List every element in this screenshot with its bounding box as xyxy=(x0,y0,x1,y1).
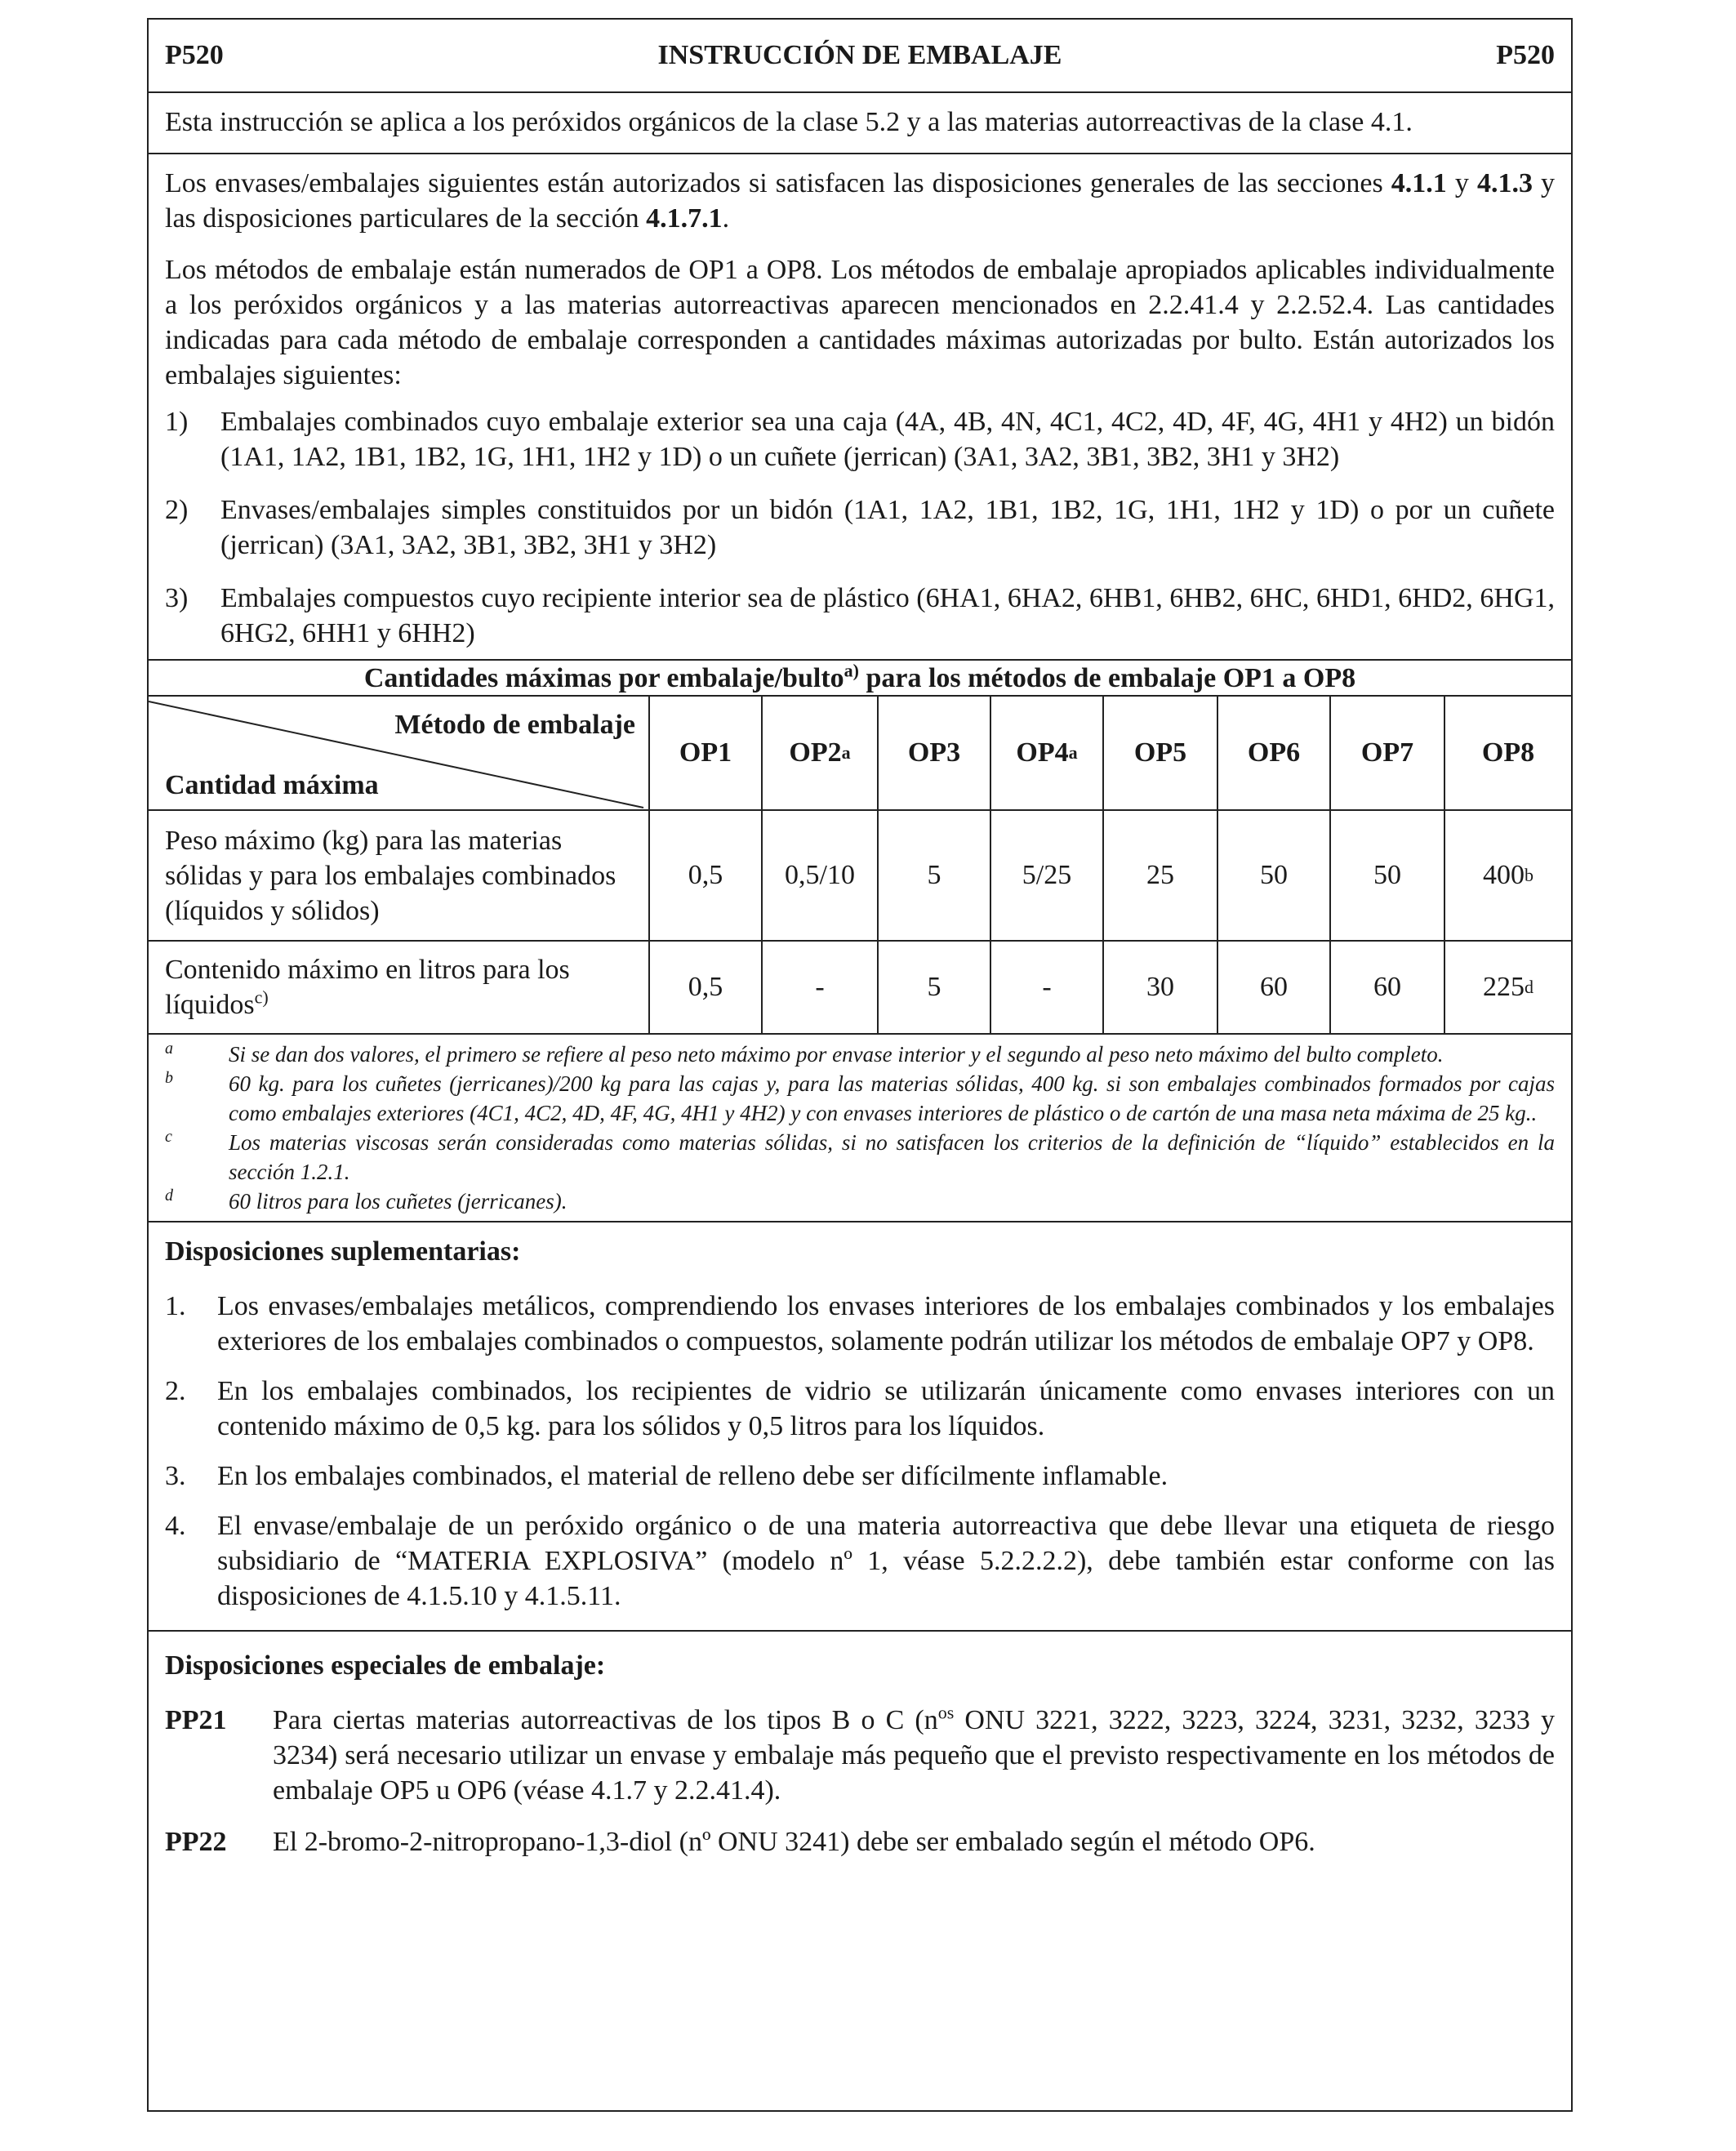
footnote xyxy=(165,1040,1555,1069)
table-title-b: para los métodos de embalaje OP1 a OP8 xyxy=(858,663,1356,693)
table-cell xyxy=(991,811,1104,942)
intro-section xyxy=(149,93,1571,154)
p1-text-a: Los envases/embalajes siguientes están autorizados si satisfacen las disposiciones generales de las secciones xyxy=(165,168,1391,198)
cell-value: 50 xyxy=(1260,860,1288,890)
cell-value: 60 xyxy=(1260,972,1288,1002)
list-item-text: Envases/embalajes simples constituidos por un bidón (1A1, 1A2, 1B1, 1B2, 1G, 1H1, 1H2 y 1D) o por un cuñete (jerrican) (3A1, 3A2, 3B1, 3B2, 3H1 y 3H2) xyxy=(220,495,1555,560)
table-cell xyxy=(1331,811,1445,942)
list-item-text: Los envases/embalajes metálicos, comprendiendo los envases interiores de los embalajes combinados y los embalajes exteriores de los embalajes combinados o compuestos, solamente podrán utilizar los métodos de embalaje OP7 y OP8. xyxy=(217,1291,1555,1356)
footnote-text: 60 kg. para los cuñetes (jerricanes)/200 kg para las cajas y, para las materias sólidas, 400 kg. si son embalajes combinados formados por cajas como embalajes exteriores (4C1, 4C2, 4D, 4F, 4G, 4H1 y 4H2) y con envases interiores de plástico o de cartón de una masa neta máxima de 25 kg.. xyxy=(229,1071,1555,1125)
cell-value: 0,5 xyxy=(688,972,723,1002)
list-item xyxy=(165,1374,1555,1444)
table-cell xyxy=(1218,811,1331,942)
list-item-text: En los embalajes combinados, el material de relleno debe ser difícilmente inflamable. xyxy=(217,1461,1168,1491)
corner-method-label: Método de embalaje xyxy=(394,710,635,740)
row-label-sup: c) xyxy=(254,986,269,1008)
column-header: OP2 a xyxy=(763,697,879,811)
provision-pp21 xyxy=(165,1703,1555,1808)
special-provisions-title: Disposiciones especiales de embalaje: xyxy=(165,1650,606,1681)
footnote-text: Los materias viscosas serán consideradas como materias sólidas, si no satisfacen los criterios de la definición de “líquido” establecidos en la sección 1.2.1. xyxy=(229,1130,1555,1184)
p1-text-d: y las disposiciones particulares de la sección xyxy=(165,168,1556,234)
supplementary-section xyxy=(149,1222,1571,1632)
intro-text: Esta instrucción se aplica a los peróxidos orgánicos de la clase 5.2 y a las materias autorreactivas de la clase 4.1. xyxy=(165,107,1413,137)
column-label: OP8 xyxy=(1481,737,1535,768)
footnote-key: d xyxy=(165,1187,173,1205)
table-title-sup: a) xyxy=(844,660,859,681)
column-header xyxy=(1104,697,1218,811)
row-label-text: Contenido máximo en litros para los líquidos xyxy=(165,955,570,1020)
instruction-title: INSTRUCCIÓN DE EMBALAJE xyxy=(657,40,1062,70)
cell-value: 5/25 xyxy=(1022,860,1072,890)
list-item-number: 3) xyxy=(165,583,189,613)
list-item-number: 4. xyxy=(165,1511,186,1541)
provision-key: PP22 xyxy=(165,1827,227,1857)
corner-quantity-label: Cantidad máxima xyxy=(165,770,379,800)
footnotes-section xyxy=(149,1035,1571,1222)
cell-value: 5 xyxy=(927,860,941,890)
provision-text xyxy=(273,1703,1555,1808)
column-header xyxy=(1331,697,1445,811)
list-item-text: En los embalajes combinados, los recipientes de vidrio se utilizarán únicamente como envases interiores con un contenido máximo de 0,5 kg. para los sólidos y 0,5 litros para los líquidos. xyxy=(217,1376,1555,1441)
footnote xyxy=(165,1128,1555,1187)
column-header: OP4 a xyxy=(991,697,1104,811)
list-item xyxy=(165,404,1555,474)
list-item-number: 1. xyxy=(165,1291,186,1321)
table-cell xyxy=(763,811,879,942)
column-header xyxy=(1445,697,1571,811)
table-cell xyxy=(650,811,763,942)
provision-key: PP21 xyxy=(165,1705,227,1735)
code-right: P520 xyxy=(1496,40,1555,70)
column-header xyxy=(1218,697,1331,811)
section-ref-411: 4.1.1 xyxy=(1391,168,1447,198)
p1-text-c: y xyxy=(1446,168,1477,198)
packing-instruction-frame xyxy=(147,18,1573,2112)
list-item xyxy=(165,492,1555,563)
table-cell xyxy=(879,942,991,1035)
cell-value: 5 xyxy=(927,972,941,1002)
table-cell xyxy=(1331,942,1445,1035)
cell-value: 400 xyxy=(1483,860,1525,890)
column-label: OP4 xyxy=(1016,737,1069,768)
cell-value: 30 xyxy=(1146,972,1174,1002)
footnote xyxy=(165,1187,1555,1216)
table-corner-cell xyxy=(149,697,650,811)
footnote-key: a xyxy=(165,1040,173,1058)
cell-value: - xyxy=(1042,972,1052,1002)
pp21-text-a: Para ciertas materias autorreactivas de los tipos B o C (n xyxy=(273,1705,938,1735)
column-label: OP5 xyxy=(1133,737,1187,768)
table-cell: 400 b xyxy=(1445,811,1571,942)
footnote-text: 60 litros para los cuñetes (jerricanes). xyxy=(229,1189,568,1214)
table-cell xyxy=(1104,811,1218,942)
instruction-header xyxy=(149,20,1571,93)
table-cell xyxy=(1104,942,1218,1035)
list-item xyxy=(165,1458,1555,1494)
list-item-number: 2. xyxy=(165,1376,186,1406)
table-cell xyxy=(650,942,763,1035)
list-item xyxy=(165,581,1555,651)
authorized-section xyxy=(149,154,1571,661)
row-label xyxy=(149,811,650,942)
cell-value: 0,5/10 xyxy=(785,860,855,890)
list-item-number: 1) xyxy=(165,407,189,437)
code-left: P520 xyxy=(165,40,224,70)
cell-value: 50 xyxy=(1373,860,1401,890)
list-item xyxy=(165,1508,1555,1614)
authorized-paragraph-2: Los métodos de embalaje están numerados de OP1 a OP8. Los métodos de embalaje apropiados aplicables individualmente a los peróxidos orgánicos y a las materias autorreactivas aparecen mencionados en 2.2.41.4 y 2.2.52.4. Las cantidades indicadas para cada método de embalaje corresponden a cantidades máximas autorizadas por bulto. Están autorizados los embalajes siguientes: xyxy=(165,255,1555,390)
column-label: OP2 xyxy=(789,737,842,768)
column-header xyxy=(650,697,763,811)
pp21-sup: os xyxy=(937,1702,955,1723)
list-item-text: Embalajes compuestos cuyo recipiente interior sea de plástico (6HA1, 6HA2, 6HB1, 6HB2, 6HC, 6HD1, 6HD2, 6HG1, 6HG2, 6HH1 y 6HH2) xyxy=(220,583,1555,648)
list-item-text: El envase/embalaje de un peróxido orgánico o de una materia autorreactiva que debe llevar una etiqueta de riesgo subsidiario de “MATERIA EXPLOSIVA” (modelo nº 1, véase 5.2.2.2.2), debe también estar conforme con las disposiciones de 4.1.5.10 y 4.1.5.11. xyxy=(217,1511,1555,1611)
table-cell xyxy=(763,942,879,1035)
table-cell xyxy=(1218,942,1331,1035)
special-provisions-section xyxy=(149,1632,1571,1873)
section-ref-4171: 4.1.7.1 xyxy=(646,203,723,234)
authorized-paragraph-1 xyxy=(165,166,1555,236)
footnote-key: c xyxy=(165,1128,172,1146)
supplementary-title: Disposiciones suplementarias: xyxy=(165,1236,521,1267)
cell-value: 60 xyxy=(1373,972,1401,1002)
table-cell xyxy=(879,811,991,942)
row-label xyxy=(149,942,650,1035)
cell-value: 225 xyxy=(1483,972,1525,1002)
row-label-text: Peso máximo (kg) para las materias sólidas y para los embalajes combinados (líquidos y sólidos) xyxy=(165,825,617,926)
column-label: OP6 xyxy=(1247,737,1301,768)
table-cell: 225 d xyxy=(1445,942,1571,1035)
table-title-a: Cantidades máximas por embalaje/bulto xyxy=(363,663,844,693)
provision-pp22 xyxy=(165,1824,1555,1859)
pp21-text-b: ONU 3221, 3222, 3223, 3224, 3231, 3232, 3233 y 3234) será necesario utilizar un envase y embalaje más pequeño que el previsto respectivamente en los métodos de embalaje OP5 u OP6 (véase 4.1.7 y 2.2.41.4). xyxy=(273,1705,1555,1806)
column-label: OP7 xyxy=(1360,737,1414,768)
list-item-text: Embalajes combinados cuyo embalaje exterior sea una caja (4A, 4B, 4N, 4C1, 4C2, 4D, 4F, 4G, 4H1 y 4H2) un bidón (1A1, 1A2, 1B1, 1B2, 1G, 1H1, 1H2 y 1D) o un cuñete (jerrican) (3A1, 3A2, 3B1, 3B2, 3H1 y 3H2) xyxy=(220,407,1555,472)
footnote xyxy=(165,1069,1555,1128)
p1-text-e: . xyxy=(722,203,730,234)
cell-value: 0,5 xyxy=(688,860,723,890)
section-ref-413: 4.1.3 xyxy=(1476,168,1533,198)
list-item-number: 3. xyxy=(165,1461,186,1491)
table-cell xyxy=(991,942,1104,1035)
cell-value: - xyxy=(815,972,825,1002)
column-header xyxy=(879,697,991,811)
cell-value: 25 xyxy=(1146,860,1174,890)
list-item xyxy=(165,1289,1555,1359)
footnote-key: b xyxy=(165,1069,173,1087)
table-title xyxy=(149,661,1571,697)
column-label: OP1 xyxy=(679,737,732,768)
provision-text: El 2-bromo-2-nitropropano-1,3-diol (nº ONU 3241) debe ser embalado según el método OP6. xyxy=(273,1827,1315,1857)
footnote-text: Si se dan dos valores, el primero se refiere al peso neto máximo por envase interior y el segundo al peso neto máximo del bulto completo. xyxy=(229,1042,1444,1067)
list-item-number: 2) xyxy=(165,495,189,525)
column-label: OP3 xyxy=(907,737,961,768)
quantities-table xyxy=(149,697,1571,1035)
